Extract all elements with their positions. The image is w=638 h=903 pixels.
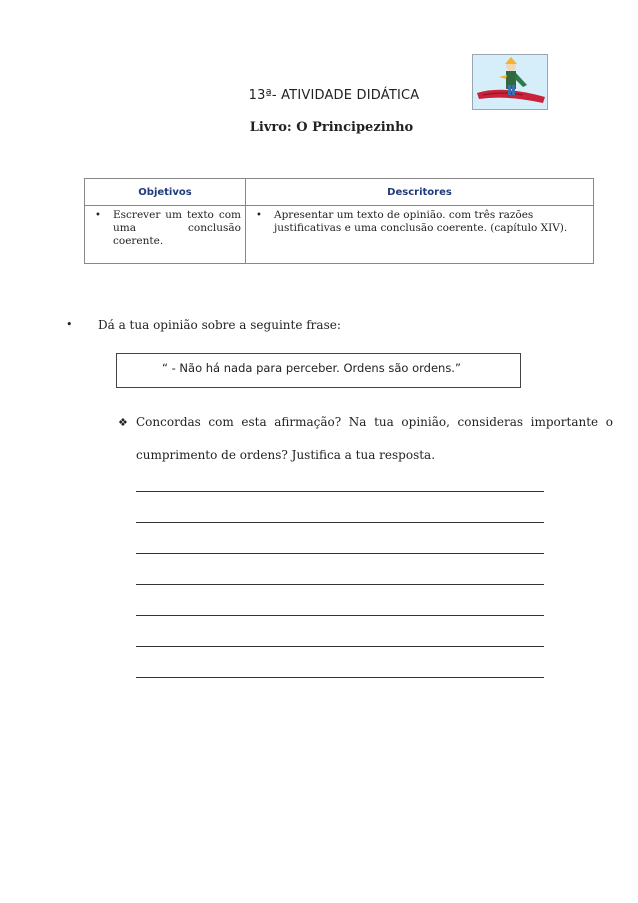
bullet-icon: • xyxy=(66,318,73,331)
answer-line[interactable] xyxy=(136,677,544,678)
little-prince-illustration xyxy=(472,54,548,110)
descriptor-cell xyxy=(246,206,594,264)
book-title: Livro: O Principezinho xyxy=(249,120,414,135)
answer-line[interactable] xyxy=(136,646,544,647)
bullet-icon: • xyxy=(95,210,101,221)
instruction-text: Dá a tua opinião sobre a seguinte frase: xyxy=(98,318,341,332)
objectives-header: Objetivos xyxy=(85,179,246,206)
descriptor-text: Apresentar um texto de opinião. com três razões justificativas e uma conclusão coerente. (capítulo XIV). xyxy=(274,209,568,234)
question-item xyxy=(118,406,613,472)
answer-line[interactable] xyxy=(136,615,544,616)
answer-line[interactable] xyxy=(136,491,544,492)
little-prince-icon xyxy=(473,55,548,110)
answer-line[interactable] xyxy=(136,553,544,554)
page-title: 13ª- ATIVIDADE DIDÁTICA xyxy=(248,88,420,103)
question-text: Concordas com esta afirmação? Na tua opinião, consideras importante o cumprimento de ordens? Justifica a tua resposta. xyxy=(136,415,613,462)
answer-line[interactable] xyxy=(136,522,544,523)
answer-line[interactable] xyxy=(136,584,544,585)
quote-text: “ - Não há nada para perceber. Ordens são ordens.” xyxy=(162,361,461,375)
instruction-item xyxy=(66,318,341,332)
objective-cell xyxy=(85,206,246,264)
diamond-bullet-icon: ❖ xyxy=(118,416,128,429)
objective-text: Escrever um texto com uma conclusão coerente. xyxy=(113,209,241,247)
objectives-table xyxy=(84,178,594,264)
descriptors-header: Descritores xyxy=(246,179,594,206)
bullet-icon: • xyxy=(256,210,262,221)
quote-box xyxy=(116,353,521,388)
